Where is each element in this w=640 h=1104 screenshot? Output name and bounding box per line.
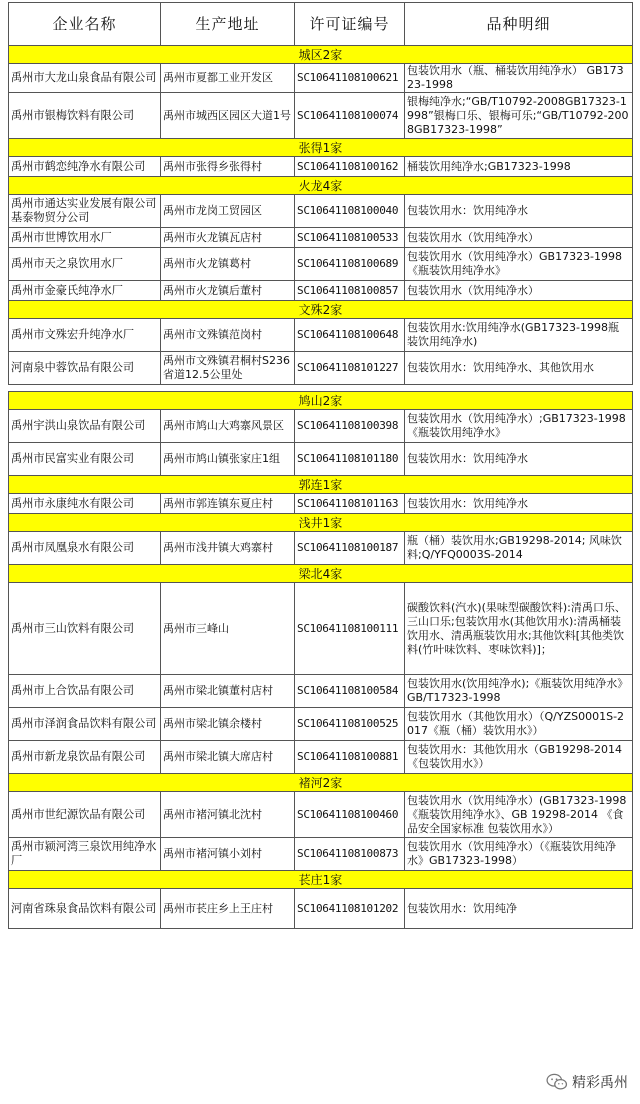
production-address-cell: 禹州市火龙镇后董村 — [161, 281, 295, 301]
region-label: 梁北4家 — [9, 565, 633, 583]
product-details-cell: 包装饮用水：饮用纯净水 — [405, 443, 633, 476]
product-details-cell: 包装饮用水（瓶、桶装饮用纯净水） GB17323-1998 — [405, 64, 633, 93]
enterprise-table — [8, 2, 633, 929]
header-company-name: 企业名称 — [9, 3, 161, 46]
production-address-cell: 禹州市梁北镇余楼村 — [161, 708, 295, 741]
region-header-row — [9, 46, 633, 64]
table-row — [9, 195, 633, 228]
table-row — [9, 583, 633, 675]
region-header-row — [9, 392, 633, 410]
product-details-cell: 瓶（桶）装饮用水;GB19298-2014; 风味饮料;Q/YFQ0003S-2014 — [405, 532, 633, 565]
product-details-cell: 碳酸饮料(汽水)(果味型碳酸饮料):清禹口乐、三山口乐;包装饮用水(其他饮用水):清禹桶装饮用水、清禹瓶装饮用水;其他饮料[其他类饮料(竹叶味饮料、枣味饮料)]； — [405, 583, 633, 675]
product-details-cell: 包装饮用水（饮用纯净水）(GB17323-1998《瓶装饮用纯净水》、GB 19298-2014 《食品安全国家标准 包装饮用水》） — [405, 792, 633, 838]
license-number-cell: SC10641108100621 — [295, 64, 405, 93]
region-header-row — [9, 476, 633, 494]
license-number-cell: SC10641108101163 — [295, 494, 405, 514]
company-name-cell: 禹州市大龙山泉食品有限公司 — [9, 64, 161, 93]
region-label: 郭连1家 — [9, 476, 633, 494]
production-address-cell: 禹州市火龙镇葛村 — [161, 248, 295, 281]
table-row — [9, 889, 633, 929]
table-row — [9, 675, 633, 708]
license-number-cell: SC10641108100111 — [295, 583, 405, 675]
product-details-cell: 包装饮用水：饮用纯净 — [405, 889, 633, 929]
table-row — [9, 281, 633, 301]
product-details-cell: 包装饮用水（饮用纯净水） — [405, 281, 633, 301]
product-details-cell: 包装饮用水：饮用纯净水 — [405, 195, 633, 228]
region-label: 鸠山2家 — [9, 392, 633, 410]
region-label: 浅井1家 — [9, 514, 633, 532]
production-address-cell: 禹州市褚河镇小刘村 — [161, 838, 295, 871]
table-row — [9, 352, 633, 385]
header-row — [9, 3, 633, 46]
company-name-cell: 禹州市泽润食品饮料有限公司 — [9, 708, 161, 741]
table-row — [9, 741, 633, 774]
company-name-cell: 河南泉中蓉饮品有限公司 — [9, 352, 161, 385]
product-details-cell: 银梅纯净水;“GB/T10792-2008GB17323-1998”银梅口乐、银梅可乐;“GB/T10792-2008GB17323-1998” — [405, 93, 633, 139]
table-row — [9, 64, 633, 93]
company-name-cell: 禹州宇洪山泉饮品有限公司 — [9, 410, 161, 443]
production-address-cell: 禹州市梁北镇董村店村 — [161, 675, 295, 708]
company-name-cell: 河南省珠泉食品饮料有限公司 — [9, 889, 161, 929]
table-row — [9, 838, 633, 871]
production-address-cell: 禹州市褚河镇北沈村 — [161, 792, 295, 838]
production-address-cell: 禹州市张得乡张得村 — [161, 157, 295, 177]
product-details-cell: 包装饮用水：其他饮用水（GB19298-2014《包装饮用水》） — [405, 741, 633, 774]
license-number-cell: SC10641108100648 — [295, 319, 405, 352]
region-label: 褚河2家 — [9, 774, 633, 792]
table-row — [9, 248, 633, 281]
license-number-cell: SC10641108100074 — [295, 93, 405, 139]
production-address-cell: 禹州市龙岗工贸园区 — [161, 195, 295, 228]
table-row — [9, 157, 633, 177]
product-details-cell: 包装饮用水（其他饮用水）（Q/YZS0001S-2017《瓶（桶）装饮用水》） — [405, 708, 633, 741]
table-row — [9, 532, 633, 565]
license-number-cell: SC10641108100525 — [295, 708, 405, 741]
product-details-cell: 包装饮用水：饮用纯净水 — [405, 494, 633, 514]
table-row — [9, 443, 633, 476]
product-details-cell: 包装饮用水（饮用纯净水）（《瓶装饮用纯净水》GB17323-1998） — [405, 838, 633, 871]
watermark-text: 精彩禹州 — [572, 1075, 628, 1091]
company-name-cell: 禹州市世博饮用水厂 — [9, 228, 161, 248]
license-number-cell: SC10641108100162 — [295, 157, 405, 177]
region-label: 文殊2家 — [9, 301, 633, 319]
company-name-cell: 禹州市三山饮料有限公司 — [9, 583, 161, 675]
company-name-cell: 禹州市永康纯水有限公司 — [9, 494, 161, 514]
product-details-cell: 包装饮用水：饮用纯净水、其他饮用水 — [405, 352, 633, 385]
company-name-cell: 禹州市新龙泉饮品有限公司 — [9, 741, 161, 774]
company-name-cell: 禹州市金豪氏纯净水厂 — [9, 281, 161, 301]
wechat-icon — [546, 1073, 568, 1091]
license-number-cell: SC10641108100040 — [295, 195, 405, 228]
region-label: 火龙4家 — [9, 177, 633, 195]
license-number-cell: SC10641108100873 — [295, 838, 405, 871]
license-number-cell: SC10641108100689 — [295, 248, 405, 281]
license-number-cell: SC10641108100460 — [295, 792, 405, 838]
table-row — [9, 708, 633, 741]
production-address-cell: 禹州市苌庄乡上王庄村 — [161, 889, 295, 929]
license-number-cell: SC10641108100187 — [295, 532, 405, 565]
production-address-cell: 禹州市浅井镇大鸡寨村 — [161, 532, 295, 565]
production-address-cell: 禹州市三峰山 — [161, 583, 295, 675]
enterprise-table-container — [8, 2, 632, 929]
license-number-cell: SC10641108101180 — [295, 443, 405, 476]
table-row — [9, 319, 633, 352]
company-name-cell: 禹州市银梅饮料有限公司 — [9, 93, 161, 139]
license-number-cell: SC10641108101202 — [295, 889, 405, 929]
product-details-cell: 包装饮用水（饮用纯净水） — [405, 228, 633, 248]
license-number-cell: SC10641108100857 — [295, 281, 405, 301]
production-address-cell: 禹州市火龙镇瓦店村 — [161, 228, 295, 248]
license-number-cell: SC10641108100584 — [295, 675, 405, 708]
company-name-cell: 禹州市世纪源饮品有限公司 — [9, 792, 161, 838]
product-details-cell: 桶装饮用纯净水;GB17323-1998 — [405, 157, 633, 177]
product-details-cell: 包装饮用水（饮用纯净水）;GB17323-1998《瓶装饮用纯净水》 — [405, 410, 633, 443]
company-name-cell: 禹州市颍河湾三泉饮用纯净水厂 — [9, 838, 161, 871]
table-row — [9, 228, 633, 248]
product-details-cell: 包装饮用水(饮用纯净水);《瓶装饮用纯净水》GB/T17323-1998 — [405, 675, 633, 708]
company-name-cell: 禹州市文殊宏升纯净水厂 — [9, 319, 161, 352]
company-name-cell: 禹州市凤凰泉水有限公司 — [9, 532, 161, 565]
region-header-row — [9, 565, 633, 583]
production-address-cell: 禹州市郭连镇东夏庄村 — [161, 494, 295, 514]
region-label: 苌庄1家 — [9, 871, 633, 889]
region-header-row — [9, 774, 633, 792]
watermark — [546, 1072, 628, 1092]
table-row — [9, 410, 633, 443]
company-name-cell: 禹州市通达实业发展有限公司基泰物贸分公司 — [9, 195, 161, 228]
company-name-cell: 禹州市天之泉饮用水厂 — [9, 248, 161, 281]
production-address-cell: 禹州市夏都工业开发区 — [161, 64, 295, 93]
production-address-cell: 禹州市鸠山大鸡寨风景区 — [161, 410, 295, 443]
license-number-cell: SC10641108100881 — [295, 741, 405, 774]
company-name-cell: 禹州市上合饮品有限公司 — [9, 675, 161, 708]
production-address-cell: 禹州市鸠山镇张家庄1组 — [161, 443, 295, 476]
region-header-row — [9, 139, 633, 157]
header-product-details: 品种明细 — [405, 3, 633, 46]
section-gap — [9, 385, 633, 392]
region-header-row — [9, 301, 633, 319]
table-row — [9, 792, 633, 838]
license-number-cell: SC10641108100533 — [295, 228, 405, 248]
production-address-cell: 禹州市文殊镇范岗村 — [161, 319, 295, 352]
license-number-cell: SC10641108100398 — [295, 410, 405, 443]
region-header-row — [9, 177, 633, 195]
table-body — [9, 46, 633, 929]
production-address-cell: 禹州市文殊镇君桐村S236省道12.5公里处 — [161, 352, 295, 385]
region-header-row — [9, 514, 633, 532]
region-label: 张得1家 — [9, 139, 633, 157]
production-address-cell: 禹州市城西区园区大道1号 — [161, 93, 295, 139]
license-number-cell: SC10641108101227 — [295, 352, 405, 385]
table-row — [9, 494, 633, 514]
production-address-cell: 禹州市梁北镇大席店村 — [161, 741, 295, 774]
header-license-number: 许可证编号 — [295, 3, 405, 46]
table-row — [9, 93, 633, 139]
company-name-cell: 禹州市鹤恋纯净水有限公司 — [9, 157, 161, 177]
header-production-address: 生产地址 — [161, 3, 295, 46]
product-details-cell: 包装饮用水:饮用纯净水(GB17323-1998瓶装饮用纯净水) — [405, 319, 633, 352]
product-details-cell: 包装饮用水（饮用纯净水）GB17323-1998《瓶装饮用纯净水》 — [405, 248, 633, 281]
region-label: 城区2家 — [9, 46, 633, 64]
company-name-cell: 禹州市民富实业有限公司 — [9, 443, 161, 476]
region-header-row — [9, 871, 633, 889]
